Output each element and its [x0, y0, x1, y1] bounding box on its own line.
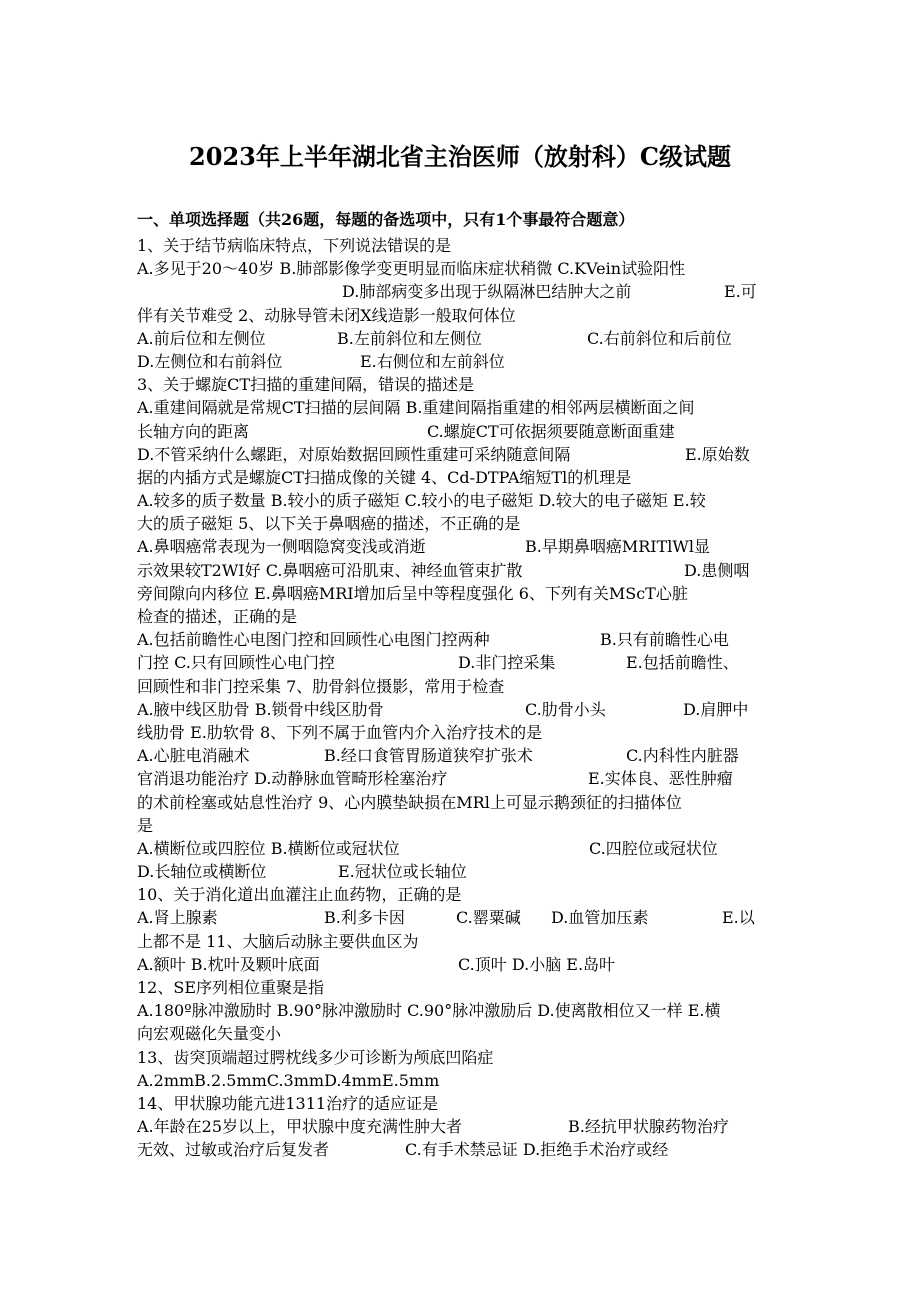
text-segment: E.右侧位和左前斜位	[360, 351, 505, 371]
text-line	[137, 860, 787, 883]
page-title: 2023年上半年湖北省主治医师（放射科）C级试题	[189, 142, 731, 171]
text-segment: D.非门控采集	[458, 653, 556, 673]
text-segment: A.额叶 B.枕叶及颗叶底面	[137, 954, 320, 974]
text-line	[137, 744, 787, 767]
text-line	[137, 721, 787, 744]
text-line	[137, 280, 787, 303]
text-segment: E.原始数	[685, 444, 750, 464]
text-segment: D.肩胛中	[683, 699, 749, 719]
text-line	[137, 327, 787, 350]
text-segment: A.腋中线区肋骨 B.锁骨中线区肋骨	[137, 699, 384, 719]
text-segment: E.冠状位或长轴位	[338, 862, 467, 882]
text-segment: D.不管采纳什么螺距，对原始数据回顾性重建可采纳随意间隔	[137, 444, 571, 464]
text-line	[137, 559, 787, 582]
text-segment: A.前后位和左侧位	[137, 328, 266, 348]
text-segment: 的术前栓塞或姑息性治疗 9、心内膜垫缺损在MRl上可显示鹅颈征的扫描体位	[137, 792, 682, 812]
text-segment: B.只有前瞻性心电	[600, 630, 729, 650]
text-segment: 12、SE序列相位重聚是指	[137, 978, 325, 997]
text-segment: B.经口食管胃肠道狭窄扩张术	[324, 746, 533, 766]
text-segment: 回顾性和非门控采集 7、肋骨斜位摄影，常用于检查	[137, 676, 505, 696]
text-segment: D.患侧咽	[684, 560, 750, 580]
text-segment: 上都不是 11、大脑后动脉主要供血区为	[137, 931, 419, 951]
text-segment: E.实体良、恶性肿瘤	[588, 769, 733, 789]
text-line	[137, 767, 787, 790]
text-line	[137, 976, 787, 999]
text-segment: D.长轴位或横断位	[137, 862, 267, 882]
text-segment: 线肋骨 E.肋软骨 8、下列不属于血管内介入治疗技术的是	[137, 722, 543, 742]
text-segment: D.肺部病变多出现于纵隔淋巴结肿大之前	[342, 282, 632, 302]
text-segment: A.较多的质子数量 B.较小的质子磁矩 C.较小的电子磁矩 D.较大的电子磁矩 E.较	[137, 491, 706, 511]
text-segment: C.罂粟碱	[456, 908, 521, 928]
text-line	[137, 535, 787, 558]
text-line	[137, 791, 787, 814]
text-line	[137, 350, 787, 373]
text-segment: A.心脏电消融术	[137, 746, 250, 766]
text-segment: 14、甲状腺功能亢进1311治疗的适应证是	[137, 1093, 439, 1113]
text-line	[137, 814, 787, 837]
text-line	[137, 466, 787, 489]
text-line	[137, 605, 787, 628]
text-segment: A.多见于20～40岁 B.肺部影像学变更明显而临床症状稍微 C.KVein试验阳性	[137, 259, 686, 279]
text-segment: B.早期鼻咽癌MRITlWl显	[525, 537, 710, 557]
text-segment: 示效果较T2WI好 C.鼻咽癌可沿肌束、神经血管束扩散	[137, 560, 523, 580]
text-segment: B.左前斜位和左侧位	[337, 328, 482, 348]
text-segment: E.可	[724, 282, 757, 302]
text-segment: 3、关于螺旋CT扫描的重建间隔，错误的描述是	[137, 375, 475, 395]
text-segment: E.包括前瞻性、	[626, 653, 739, 673]
text-line	[137, 443, 787, 466]
section-heading: 一、单项选择题（共26题，每题的备选项中，只有1个事最符合题意）	[137, 210, 635, 229]
text-segment: A.重建间隔就是常规CT扫描的层间隔 B.重建间隔指重建的相邻两层横断面之间	[137, 398, 695, 418]
text-line	[137, 999, 787, 1022]
text-segment: 无效、过敏或治疗后复发者	[137, 1140, 330, 1160]
text-segment: C.肋骨小头	[525, 699, 606, 719]
text-segment: 门控 C.只有回顾性心电门控	[137, 653, 335, 673]
text-segment: A.包括前瞻性心电图门控和回顾性心电图门控两种	[137, 630, 490, 650]
text-segment: 向宏观磁化矢量变小	[137, 1024, 282, 1044]
text-line	[137, 304, 787, 327]
text-line	[137, 1069, 787, 1092]
text-line	[137, 1138, 787, 1161]
text-line	[137, 1115, 787, 1138]
text-segment: C.螺旋CT可依据须要随意断面重建	[427, 421, 675, 441]
text-line	[137, 1022, 787, 1045]
text-segment: 1、关于结节病临床特点，下列说法错误的是	[137, 236, 452, 255]
text-line	[137, 1092, 787, 1115]
text-segment: A.鼻咽癌常表现为一侧咽隐窝变浅或消逝	[137, 537, 426, 557]
text-segment: A.年龄在25岁以上，甲状腺中度充满性肿大者	[137, 1117, 463, 1137]
text-line	[137, 512, 787, 535]
text-line	[137, 628, 787, 651]
text-segment: 旁间隙向内移位 E.鼻咽癌MRI增加后呈中等程度强化 6、下列有关MScT心脏	[137, 583, 688, 603]
text-line	[137, 234, 787, 257]
text-segment: A.2mmB.2.5mmC.3mmD.4mmE.5mm	[137, 1070, 440, 1090]
text-segment: 检查的描述，正确的是	[137, 607, 298, 626]
text-segment: D.血管加压素	[551, 908, 649, 928]
text-line	[137, 1046, 787, 1069]
text-segment: 据的内插方式是螺旋CT扫描成像的关键 4、Cd-DTPA缩短Tl的机理是	[137, 467, 632, 487]
text-line	[137, 651, 787, 674]
text-segment: 长轴方向的距离	[137, 421, 250, 441]
text-line	[137, 883, 787, 906]
text-line	[137, 257, 787, 280]
text-segment: C.四腔位或冠状位	[589, 838, 718, 858]
text-segment: B.利多卡因	[324, 908, 405, 928]
text-line	[137, 953, 787, 976]
text-line	[137, 373, 787, 396]
text-line	[137, 489, 787, 512]
text-segment: C.右前斜位和后前位	[587, 328, 732, 348]
question-body	[137, 234, 787, 1162]
text-line	[137, 675, 787, 698]
text-line	[137, 698, 787, 721]
text-segment: 13、齿突顶端超过腭枕线多少可诊断为颅底凹陷症	[137, 1047, 494, 1067]
text-segment: 官消退功能治疗 D.动静脉血管畸形栓塞治疗	[137, 769, 448, 789]
text-segment: A.180º脉冲激励时 B.90°脉冲激励时 C.90°脉冲激励后 D.使离散相位又一样 E.横	[137, 1001, 721, 1021]
text-segment: E.以	[722, 908, 755, 928]
text-segment: 大的质子磁矩 5、以下关于鼻咽癌的描述，不正确的是	[137, 514, 521, 534]
text-segment: C.顶叶 D.小脑 E.岛叶	[458, 954, 616, 974]
text-line	[137, 930, 787, 953]
text-segment: A.肾上腺素	[137, 908, 218, 928]
text-line	[137, 837, 787, 860]
text-segment: B.经抗甲状腺药物治疗	[568, 1117, 729, 1137]
text-line	[137, 420, 787, 443]
text-line	[137, 396, 787, 419]
text-segment: A.横断位或四腔位 B.横断位或冠状位	[137, 838, 400, 858]
text-line	[137, 906, 787, 929]
text-segment: D.左侧位和右前斜位	[137, 351, 283, 371]
text-segment: C.有手术禁忌证 D.拒绝手术治疗或经	[405, 1140, 669, 1160]
text-line	[137, 582, 787, 605]
text-segment: C.内科性内脏器	[626, 746, 739, 766]
text-segment: 伴有关节难受 2、动脉导管未闭X线造影一般取何体位	[137, 305, 516, 325]
text-segment: 10、关于消化道出血灌注止血药物，正确的是	[137, 885, 462, 905]
text-segment: 是	[137, 815, 154, 835]
